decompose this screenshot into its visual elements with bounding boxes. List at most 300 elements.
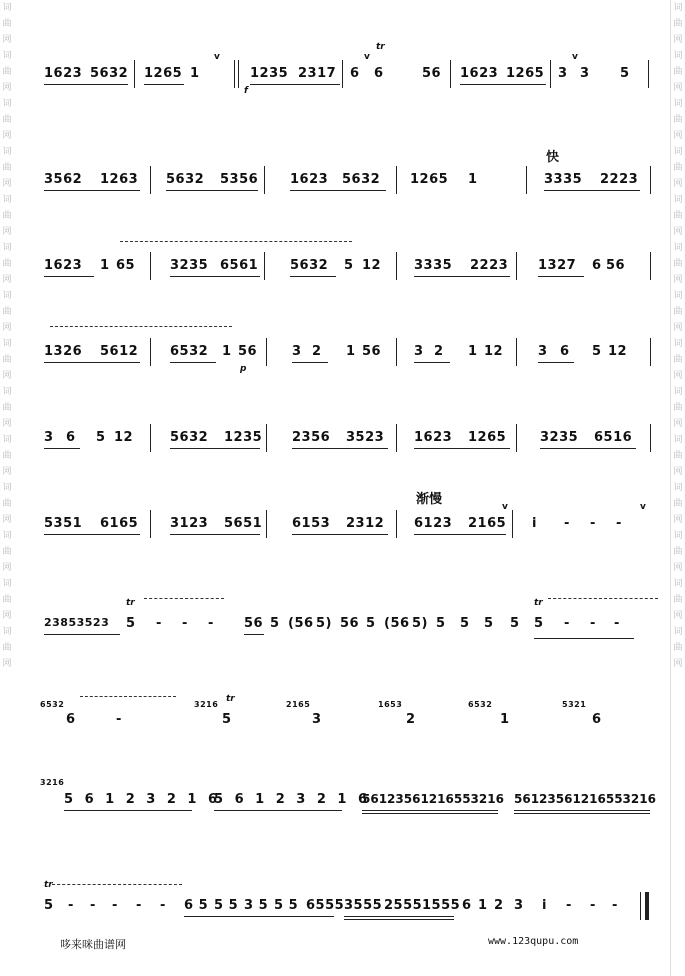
note-group: 6 5 — [184, 898, 209, 913]
watermark-char: 网 — [673, 467, 683, 477]
watermark-char: 词 — [673, 51, 683, 61]
watermark-char: 词 — [673, 3, 683, 13]
note: 6 — [592, 258, 602, 273]
bar-line — [150, 424, 151, 452]
underline — [44, 276, 94, 277]
grace-notes: 3216 — [194, 700, 219, 709]
note-group: 5632 — [342, 172, 381, 187]
note-group: 3335 — [544, 172, 583, 187]
underline — [170, 448, 260, 449]
bar-line — [264, 252, 265, 280]
underline — [362, 813, 498, 814]
note-group: 1623 — [44, 66, 83, 81]
watermark-char: 词 — [2, 147, 12, 157]
underline — [44, 362, 140, 363]
note: 1 — [190, 66, 200, 81]
watermark-char: 词 — [2, 291, 12, 301]
note: 6 — [350, 66, 360, 81]
watermark-char: 曲 — [673, 67, 683, 77]
note: 5 — [436, 616, 446, 631]
note-group: 2317 — [298, 66, 337, 81]
note: 5 — [44, 898, 54, 913]
watermark-char: 网 — [2, 515, 12, 525]
note-group: 1235 — [250, 66, 289, 81]
watermark-char: 曲 — [673, 115, 683, 125]
watermark-char: 曲 — [2, 451, 12, 461]
underline — [514, 810, 650, 811]
note-group: 2223 — [600, 172, 639, 187]
watermark-char: 曲 — [2, 403, 12, 413]
footer-site-name: 哆来咪曲谱网 — [60, 938, 126, 951]
dashed-extension-line — [80, 696, 176, 697]
watermark-char: 网 — [673, 227, 683, 237]
bar-line — [234, 60, 235, 88]
note-group: 6516 — [594, 430, 633, 445]
underline — [460, 84, 546, 85]
note: 5 — [592, 344, 602, 359]
note-group: 1623 — [290, 172, 329, 187]
breath-mark: v — [502, 502, 508, 512]
bar-line — [516, 252, 517, 280]
trill-mark: tr — [44, 880, 53, 890]
watermark-char: 词 — [673, 531, 683, 541]
score-row-1 — [44, 42, 655, 96]
note-group: 1623 — [460, 66, 499, 81]
underline — [344, 916, 454, 917]
underline — [362, 810, 498, 811]
watermark-char: 曲 — [673, 307, 683, 317]
dash: - — [590, 516, 596, 531]
note: 5 — [270, 616, 280, 631]
note: 3 — [538, 344, 548, 359]
dash: - — [564, 616, 570, 631]
note-group: 1265 — [468, 430, 507, 445]
note-group: 3235 — [540, 430, 579, 445]
watermark-char: 词 — [673, 147, 683, 157]
note-group: 5632 — [170, 430, 209, 445]
note-group: 6561 — [220, 258, 259, 273]
note-group: 56 — [340, 616, 360, 631]
dash: - — [136, 898, 142, 913]
trill-mark: tr — [376, 42, 385, 52]
bar-line — [266, 338, 267, 366]
watermark-char: 曲 — [2, 355, 12, 365]
score-row-2 — [44, 172, 655, 192]
dash: - — [68, 898, 74, 913]
underline — [538, 276, 584, 277]
watermark-char: 词 — [673, 243, 683, 253]
note: 3 — [558, 66, 568, 81]
watermark-char: 网 — [673, 131, 683, 141]
bar-line — [266, 424, 267, 452]
breath-mark: v — [640, 502, 646, 512]
watermark-char: 词 — [2, 627, 12, 637]
note-group: 1623 — [414, 430, 453, 445]
score-row-9 — [40, 778, 656, 812]
bar-line — [640, 892, 641, 920]
watermark-char: 曲 — [2, 115, 12, 125]
breath-mark: v — [214, 52, 220, 62]
underline — [414, 534, 506, 535]
note: 3 — [292, 344, 302, 359]
footer-site-url: www.123qupu.com — [488, 936, 579, 947]
note-group: 5651 — [224, 516, 263, 531]
dash: - — [116, 712, 122, 727]
note-group: 5356 — [220, 172, 259, 187]
bar-line — [150, 338, 151, 366]
bar-line — [150, 252, 151, 280]
watermark-char: 网 — [673, 275, 683, 285]
bar-line — [516, 424, 517, 452]
watermark-char: 网 — [673, 515, 683, 525]
bar-line — [150, 510, 151, 538]
note-group: 1265 — [410, 172, 449, 187]
note: 5 — [534, 616, 544, 631]
score-row-10 — [44, 880, 655, 918]
underline — [534, 638, 634, 639]
dashed-extension-line — [120, 241, 352, 242]
watermark-char: 词 — [673, 339, 683, 349]
watermark-char: 网 — [2, 659, 12, 669]
dashed-extension-line — [50, 326, 232, 327]
left-watermark-column — [0, 0, 14, 976]
bar-line — [396, 252, 397, 280]
bar-line — [450, 60, 451, 88]
watermark-char: 网 — [673, 563, 683, 573]
bar-line — [342, 60, 343, 88]
note-group: 5632 — [290, 258, 329, 273]
underline — [544, 190, 640, 191]
dash: - — [90, 898, 96, 913]
watermark-char: 曲 — [673, 211, 683, 221]
grace-notes: 6532 — [468, 700, 493, 709]
underline — [184, 916, 334, 917]
underline — [344, 919, 454, 920]
note-group: 5612 — [100, 344, 139, 359]
watermark-char: 曲 — [673, 643, 683, 653]
note: i — [542, 898, 547, 913]
bar-line — [266, 510, 267, 538]
note-group: 1327 — [538, 258, 577, 273]
watermark-char: 网 — [2, 179, 12, 189]
watermark-char: 曲 — [2, 595, 12, 605]
note: 6 — [374, 66, 384, 81]
note: 5 — [484, 616, 494, 631]
note-group: 56 — [244, 616, 264, 631]
grace-notes: 1653 — [378, 700, 403, 709]
underline — [170, 276, 260, 277]
note: i — [532, 516, 537, 531]
note-group: 56 — [606, 258, 626, 273]
dashed-extension-line — [144, 598, 224, 599]
note-group: 2312 — [346, 516, 385, 531]
final-bar-line — [645, 892, 649, 920]
watermark-char: 词 — [2, 435, 12, 445]
note: 5) — [316, 616, 332, 631]
note: 5 — [126, 616, 136, 631]
breath-mark: v — [364, 52, 370, 62]
note-group: 56 — [422, 66, 442, 81]
underline — [290, 276, 336, 277]
note: 5 — [510, 616, 520, 631]
watermark-char: 网 — [2, 131, 12, 141]
note: 2 — [434, 344, 444, 359]
note-group: 3335 — [414, 258, 453, 273]
underline — [44, 534, 140, 535]
note-group: 3235 — [170, 258, 209, 273]
dashed-extension-line — [52, 884, 182, 885]
score-row-7 — [44, 598, 655, 636]
note: 3 — [514, 898, 524, 913]
dashed-extension-line — [548, 598, 658, 599]
watermark-char: 曲 — [673, 355, 683, 365]
watermark-char: 曲 — [2, 307, 12, 317]
bar-line — [648, 60, 649, 88]
watermark-char: 曲 — [673, 451, 683, 461]
note-group: 5632 — [166, 172, 205, 187]
bar-line — [516, 338, 517, 366]
watermark-char: 词 — [2, 99, 12, 109]
watermark-char: 曲 — [673, 595, 683, 605]
bar-line — [550, 60, 551, 88]
watermark-char: 词 — [2, 483, 12, 493]
watermark-char: 曲 — [2, 259, 12, 269]
note-group: (56 — [288, 616, 314, 631]
watermark-char: 曲 — [2, 211, 12, 221]
watermark-char: 网 — [2, 83, 12, 93]
note: 5 — [222, 712, 232, 727]
note-group: 1265 — [144, 66, 183, 81]
note-group: 56 — [238, 344, 258, 359]
watermark-char: 词 — [673, 483, 683, 493]
underline — [64, 810, 192, 811]
note-group: 2223 — [470, 258, 509, 273]
note-group: 56 — [362, 344, 382, 359]
note-group: 1555 — [422, 898, 461, 913]
dash: - — [612, 898, 618, 913]
watermark-char: 词 — [673, 99, 683, 109]
watermark-char: 曲 — [673, 547, 683, 557]
watermark-char: 曲 — [2, 67, 12, 77]
watermark-char: 词 — [673, 195, 683, 205]
note: 5 — [366, 616, 376, 631]
dynamic-piano: p — [240, 364, 247, 374]
grace-notes: 3216 — [40, 778, 65, 787]
dash: - — [564, 516, 570, 531]
watermark-char: 网 — [673, 35, 683, 45]
watermark-char: 词 — [2, 387, 12, 397]
note-group: 12 — [608, 344, 628, 359]
note-group: 2356 — [292, 430, 331, 445]
note-group: 6532 — [170, 344, 209, 359]
note: 2 — [312, 344, 322, 359]
bar-line — [650, 338, 651, 366]
dash: - — [182, 616, 188, 631]
watermark-char: 词 — [2, 3, 12, 13]
underline — [414, 276, 510, 277]
note-group: 6153 — [292, 516, 331, 531]
watermark-char: 词 — [2, 243, 12, 253]
note: 6 — [66, 712, 76, 727]
watermark-char: 网 — [673, 659, 683, 669]
note-group: 6123 — [414, 516, 453, 531]
right-watermark-column — [670, 0, 685, 976]
watermark-char: 网 — [2, 35, 12, 45]
note: 5 — [344, 258, 354, 273]
note: 1 — [100, 258, 110, 273]
note-run: 5 6 1 2 3 2 1 6 — [214, 792, 368, 807]
note-group: 2555 — [384, 898, 423, 913]
underline — [44, 634, 120, 635]
note-group: 1623 — [44, 258, 83, 273]
note: 3 — [580, 66, 590, 81]
dash: - — [616, 516, 622, 531]
underline — [214, 810, 342, 811]
underline — [244, 634, 264, 635]
note: 1 — [468, 172, 478, 187]
underline — [414, 362, 450, 363]
watermark-char: 曲 — [673, 163, 683, 173]
watermark-char: 曲 — [2, 547, 12, 557]
note-run: 56123561216553216 — [514, 792, 656, 806]
dash: - — [566, 898, 572, 913]
note: 5 — [620, 66, 630, 81]
note: 5 — [96, 430, 106, 445]
bar-line — [396, 166, 397, 194]
note: 6 — [560, 344, 570, 359]
dash: - — [590, 898, 596, 913]
note-group: 1235 — [224, 430, 263, 445]
grace-notes: 2165 — [286, 700, 311, 709]
watermark-char: 曲 — [673, 403, 683, 413]
note: 3 — [312, 712, 322, 727]
note-group: 65 — [116, 258, 136, 273]
note: 1 — [468, 344, 478, 359]
dash: - — [614, 616, 620, 631]
note-group: 12 — [484, 344, 504, 359]
score-row-8 — [40, 694, 655, 732]
bar-line — [396, 510, 397, 538]
watermark-char: 词 — [673, 435, 683, 445]
note: 5) — [412, 616, 428, 631]
tempo-fast: 快 — [546, 150, 560, 165]
watermark-char: 网 — [2, 371, 12, 381]
note: 2 — [406, 712, 416, 727]
underline — [170, 534, 260, 535]
note-group: 1265 — [506, 66, 545, 81]
note-group: 23853523 — [44, 616, 110, 629]
note: 1 — [222, 344, 232, 359]
underline — [166, 190, 258, 191]
watermark-char: 曲 — [673, 19, 683, 29]
note-group: 3523 — [346, 430, 385, 445]
bar-line — [650, 252, 651, 280]
score-row-3 — [44, 258, 655, 278]
trill-mark: tr — [534, 598, 543, 608]
note-group: 6555 — [306, 898, 345, 913]
watermark-char: 网 — [2, 227, 12, 237]
watermark-char: 网 — [673, 83, 683, 93]
bar-line — [134, 60, 135, 88]
score-row-5 — [44, 430, 655, 450]
dash: - — [160, 898, 166, 913]
watermark-char: 词 — [2, 339, 12, 349]
watermark-char: 词 — [2, 531, 12, 541]
watermark-char: 网 — [2, 419, 12, 429]
dash: - — [156, 616, 162, 631]
dash: - — [590, 616, 596, 631]
bar-line — [150, 166, 151, 194]
note: 3 — [44, 430, 54, 445]
watermark-char: 词 — [673, 627, 683, 637]
watermark-char: 网 — [2, 275, 12, 285]
watermark-char: 网 — [2, 611, 12, 621]
watermark-char: 网 — [2, 323, 12, 333]
note: 3 — [414, 344, 424, 359]
score-row-6 — [44, 502, 655, 536]
bar-line — [650, 166, 651, 194]
watermark-char: 词 — [2, 195, 12, 205]
underline — [290, 190, 386, 191]
note-group: 5632 — [90, 66, 129, 81]
note: 6 — [66, 430, 76, 445]
note-group: 3123 — [170, 516, 209, 531]
grace-notes: 6532 — [40, 700, 65, 709]
underline — [292, 534, 388, 535]
watermark-char: 曲 — [2, 19, 12, 29]
underline — [414, 448, 510, 449]
watermark-char: 网 — [2, 563, 12, 573]
note-group: 12 — [362, 258, 382, 273]
watermark-char: 网 — [673, 419, 683, 429]
note: 6 — [592, 712, 602, 727]
note-group: 2165 — [468, 516, 507, 531]
underline — [44, 84, 128, 85]
note-group: 5 5 — [274, 898, 299, 913]
dash: - — [208, 616, 214, 631]
note-group: (56 — [384, 616, 410, 631]
underline — [538, 362, 574, 363]
watermark-char: 词 — [2, 51, 12, 61]
note-run: 56123561216553216 — [362, 792, 504, 806]
note-group: 3562 — [44, 172, 83, 187]
underline — [540, 448, 636, 449]
watermark-char: 曲 — [2, 163, 12, 173]
note-group: 6165 — [100, 516, 139, 531]
note-group: 1263 — [100, 172, 139, 187]
watermark-char: 网 — [673, 179, 683, 189]
bar-line — [526, 166, 527, 194]
note: 2 — [494, 898, 504, 913]
watermark-char: 词 — [673, 579, 683, 589]
trill-mark: tr — [226, 694, 235, 704]
underline — [144, 84, 184, 85]
trill-mark: tr — [126, 598, 135, 608]
watermark-char: 曲 — [2, 499, 12, 509]
note-group: 5 5 — [214, 898, 239, 913]
note-run: 5 6 1 2 3 2 1 6 — [64, 792, 218, 807]
note: 1 — [346, 344, 356, 359]
note: 6 — [462, 898, 472, 913]
tempo-gradually-slower: 渐慢 — [416, 492, 443, 507]
watermark-char: 网 — [673, 611, 683, 621]
note: 1 — [478, 898, 488, 913]
score-row-4 — [44, 344, 655, 374]
watermark-char: 词 — [673, 291, 683, 301]
underline — [292, 362, 328, 363]
watermark-char: 曲 — [673, 259, 683, 269]
note-group: 3 5 — [244, 898, 269, 913]
